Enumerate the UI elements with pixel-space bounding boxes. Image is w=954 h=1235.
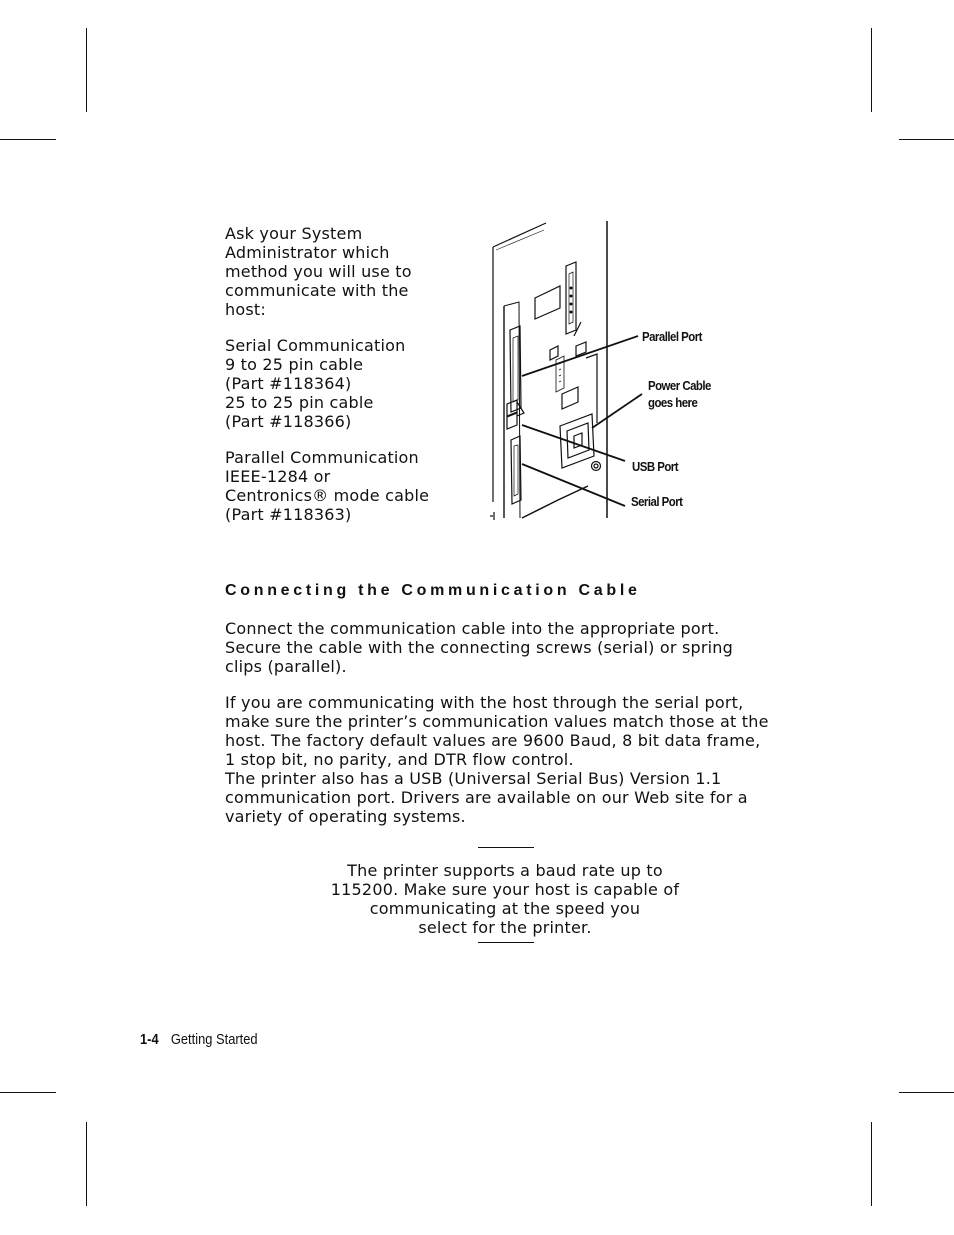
serial-settings-paragraph <box>225 693 785 826</box>
intro-line: Administrator which <box>225 243 390 262</box>
page-footer <box>140 1031 258 1048</box>
paragraph-line: variety of operating systems. <box>225 807 466 826</box>
note-line: 115200. Make sure your host is capable of <box>330 880 680 899</box>
paragraph-line: The printer also has a USB (Universal Serial Bus) Version 1.1 <box>225 769 722 788</box>
parallel-line: Centronics® mode cable <box>225 486 430 505</box>
paragraph-line: Secure the cable with the connecting screws (serial) or spring <box>225 638 733 657</box>
serial-line: (Part #118366) <box>225 412 352 431</box>
intro-paragraph <box>225 224 465 319</box>
section-heading: Connecting the Communication Cable <box>225 582 641 599</box>
note-bottom-rule <box>478 942 534 943</box>
baud-rate-note <box>300 861 710 937</box>
serial-line: (Part #118364) <box>225 374 352 393</box>
intro-line: host: <box>225 300 266 319</box>
power-cable-label-line1: Power Cable <box>648 378 711 393</box>
crop-mark <box>0 1092 56 1093</box>
paragraph-line: communication port. Drivers are available on our Web site for a <box>225 788 748 807</box>
parallel-line: (Part #118363) <box>225 505 352 524</box>
parallel-port-label: Parallel Port <box>642 329 702 344</box>
paragraph-line: If you are communicating with the host through the serial port, <box>225 693 744 712</box>
note-line: communicating at the speed you <box>369 899 641 918</box>
crop-mark <box>0 139 56 140</box>
serial-line: 9 to 25 pin cable <box>225 355 364 374</box>
paragraph-line: Connect the communication cable into the appropriate port. <box>225 619 720 638</box>
note-line: select for the printer. <box>418 918 592 937</box>
power-cable-label-line2: goes here <box>648 395 698 410</box>
serial-port-label: Serial Port <box>631 494 683 509</box>
note-line: The printer supports a baud rate up to <box>347 861 663 880</box>
paragraph-line: clips (parallel). <box>225 657 347 676</box>
parallel-communication-paragraph <box>225 448 465 524</box>
page-number: 1-4 <box>140 1031 159 1048</box>
usb-port-label: USB Port <box>632 459 678 474</box>
crop-mark <box>86 1122 87 1206</box>
sidebar-instructions <box>225 224 465 541</box>
crop-mark <box>871 28 872 112</box>
section-body <box>225 619 785 843</box>
intro-line: communicate with the <box>225 281 409 300</box>
crop-mark <box>899 1092 954 1093</box>
note-top-rule <box>478 847 534 848</box>
parallel-line: IEEE-1284 or <box>225 467 331 486</box>
serial-communication-paragraph <box>225 336 465 431</box>
printer-ports-figure <box>480 218 720 523</box>
connect-cable-paragraph <box>225 619 785 676</box>
intro-line: method you will use to <box>225 262 412 281</box>
crop-mark <box>871 1122 872 1206</box>
serial-line: 25 to 25 pin cable <box>225 393 374 412</box>
chapter-title: Getting Started <box>170 1031 258 1048</box>
intro-line: Ask your System <box>225 224 363 243</box>
paragraph-line: make sure the printer’s communication values match those at the <box>225 712 769 731</box>
paragraph-line: host. The factory default values are 9600 Baud, 8 bit data frame, <box>225 731 761 750</box>
crop-mark <box>899 139 954 140</box>
paragraph-line: 1 stop bit, no parity, and DTR flow control. <box>225 750 574 769</box>
printer-back-panel-drawing <box>480 218 720 523</box>
crop-mark <box>86 28 87 112</box>
serial-line: Serial Communication <box>225 336 406 355</box>
parallel-line: Parallel Communication <box>225 448 419 467</box>
